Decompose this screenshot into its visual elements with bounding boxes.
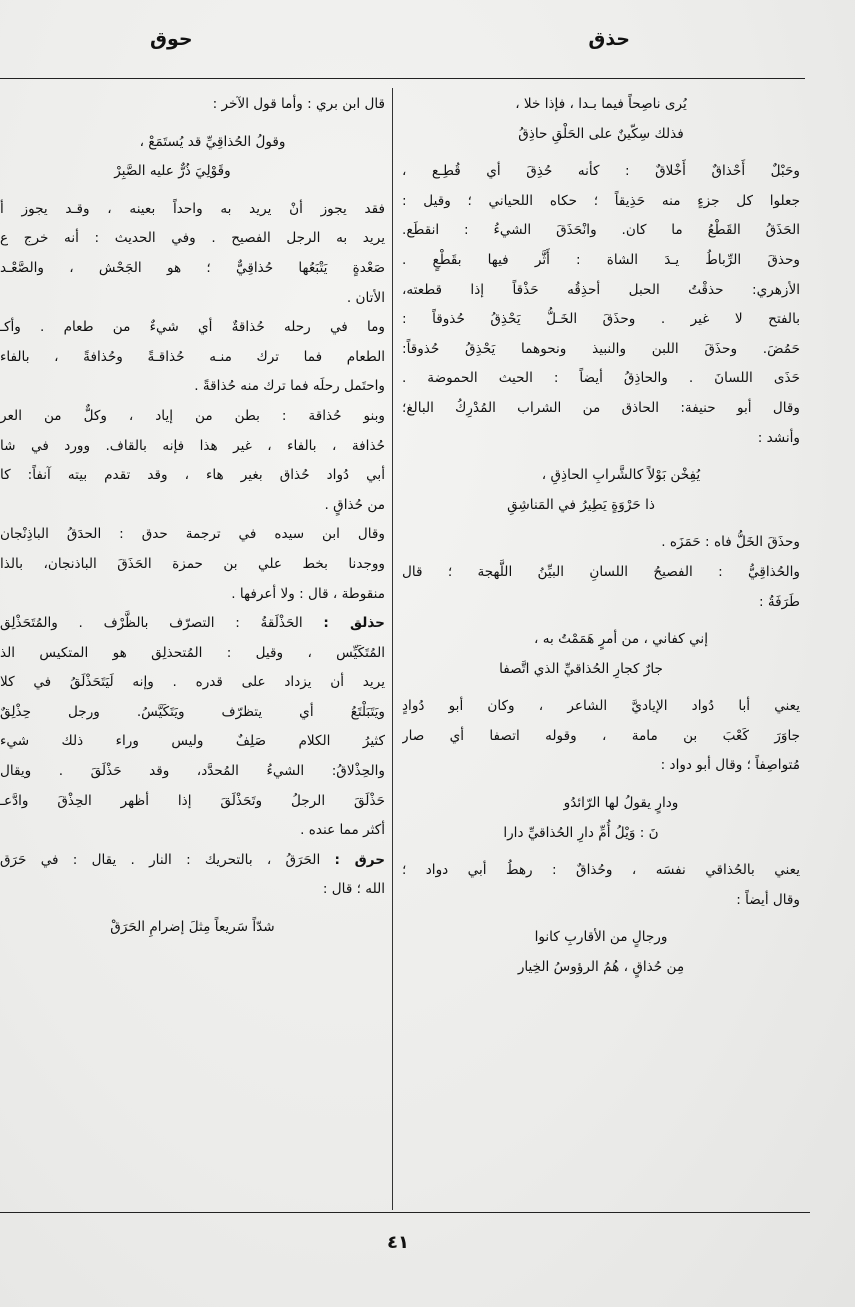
line-text: ويَتَبَلْتَعُ أي يتظرّف ويَتَكَيَّسُ. ورجل حِذْلِقٌ xyxy=(0,703,385,720)
line-text: ورجالٍ من الأقاربِ كانوا xyxy=(534,929,668,946)
spacer xyxy=(402,781,800,789)
line-text: يُفِخْن بَوْلاً كالشَّرابِ الحاذِقِ ، xyxy=(541,467,701,484)
line-text: وحذَقَ الخَلُّ فاه : حَمَزَه . xyxy=(661,534,800,551)
line-text: وبنو حُذاقة : بطن من إياد ، وكلٌّ من العر xyxy=(0,407,385,424)
line-text: الله ؛ قال : xyxy=(322,881,385,898)
line-text: فذلك سِكّينٌ على الحَلْقِ حاذِقُ xyxy=(518,125,684,142)
line-text: قال ابن بري : وأما قول الآخر : xyxy=(212,96,385,112)
line-text: حَذَى اللسانَ . والحاذِقُ أيضاً : الحيث الحموضة . xyxy=(402,370,800,387)
line-text: وقال أبو حنيفة: الحاذق من الشراب المُدْرِكُ البالغ؛ xyxy=(402,399,800,416)
column-divider xyxy=(392,88,393,1210)
spacer xyxy=(0,905,385,913)
verse-line xyxy=(0,128,385,158)
line-text: وقولُ الحُذاقِيِّ قد يُستَمَعْ ، xyxy=(139,133,286,150)
text-line xyxy=(0,757,385,787)
line-text: والحُذاقِيُّ : الفصيحُ اللسانِ البيِّنُ اللَّهجة ؛ قال xyxy=(402,563,800,580)
spacer xyxy=(402,520,800,528)
spacer xyxy=(402,617,800,625)
text-line xyxy=(0,875,385,905)
text-line xyxy=(0,491,385,521)
text-line xyxy=(0,639,385,669)
text-line xyxy=(0,432,385,462)
verse-line xyxy=(402,819,800,849)
line-text: من حُذاقٍ . xyxy=(324,496,385,513)
text-line xyxy=(0,372,385,402)
text-line xyxy=(402,276,800,306)
line-text: الأزهري: حذقْتُ الحبل أحذِقُه حَذْقاً إذا قطعته، xyxy=(402,281,800,298)
spacer xyxy=(0,120,385,128)
text-line xyxy=(0,580,385,610)
text-line xyxy=(0,846,385,876)
text-line xyxy=(0,550,385,580)
text-line xyxy=(0,787,385,817)
line-text: وحَبْلٌ أَحْذاقٌ أَخْلاقٌ : كأنه حُذِقَ أي قُطِـع ، xyxy=(402,163,800,180)
spacer xyxy=(402,848,800,856)
entry-headword: حرق : xyxy=(334,851,385,868)
verse-line xyxy=(402,655,800,685)
line-text: جارٌ كجارِ الحُذاقيِّ الذي اتَّصفا xyxy=(499,660,663,677)
text-line xyxy=(402,886,800,916)
verse-line xyxy=(402,461,800,491)
text-line xyxy=(402,558,800,588)
text-line xyxy=(0,90,385,120)
line-text: وقال أيضاً : xyxy=(736,891,800,908)
text-line xyxy=(0,698,385,728)
right-column xyxy=(402,90,800,1205)
text-line xyxy=(402,246,800,276)
line-text: مُتواصِفاً ؛ وقال أبو دواد : xyxy=(660,757,800,774)
line-text: يريد به الرجل الفصيح . وفي الحديث : أنه خرج ع xyxy=(0,230,385,247)
text-line xyxy=(0,668,385,698)
page-number: ٤١ xyxy=(387,1232,409,1253)
line-text: والحِذْلاقُ: الشيءُ المُحدَّد، وقد حَذْلَقَ . ويقال xyxy=(0,763,385,780)
line-text: المُتَكَيِّس ، وقيل : المُتحذلِق هو المتكيس الذ xyxy=(0,644,385,661)
line-text: واحتَمل رحلَه فما ترك منه حُذاقةً . xyxy=(194,378,385,395)
verse-line xyxy=(402,120,800,150)
spacer xyxy=(402,149,800,157)
text-line xyxy=(0,727,385,757)
line-text: وقَوْلِيَ ذُرٌّ عليه الصَّبِرْ xyxy=(114,163,231,180)
text-line xyxy=(0,284,385,314)
verse-line xyxy=(0,157,385,187)
text-line xyxy=(0,313,385,343)
line-text: فقد يجوز أنْ يريد به واحداً بعينه ، وقـد يجوز أ xyxy=(0,200,385,217)
line-text: حَمُضَ. وحذَقَ اللبن والنبيذ ونحوهما يَحْذِقُ حُذوقاً: xyxy=(402,340,800,357)
line-text: الطعام فما ترك منـه حُذاقـةً وحُذافةً ، بالفاء xyxy=(0,348,385,365)
spacer xyxy=(402,915,800,923)
text-line xyxy=(0,343,385,373)
text-line xyxy=(0,224,385,254)
line-text: ووجدنا بخط علي بن حمزة الحَذَقَ الباذنجان، بالذا xyxy=(0,555,385,572)
header-guide-word-left: حوق xyxy=(150,28,193,50)
page-header xyxy=(0,22,855,72)
text-line xyxy=(402,692,800,722)
text-line xyxy=(402,424,800,454)
line-text: شدّاً سَريعاً مِثلَ إضرامِ الحَرَقْ xyxy=(110,919,275,936)
left-column xyxy=(0,90,385,1205)
line-text: الأتان . xyxy=(346,289,385,306)
verse-line xyxy=(402,789,800,819)
text-line xyxy=(402,187,800,217)
line-text: بالفتح لا غير . وحذَقَ الخَـلُّ يَحْذِقُ حُذوقاً : xyxy=(402,311,800,328)
verse-line xyxy=(402,923,800,953)
text-line xyxy=(0,461,385,491)
line-text: مِن حُذاقٍ ، هُمُ الرؤوسُ الخِيار xyxy=(517,959,685,976)
line-text: يعني بالحُذاقي نفسَه ، وحُذاقٌ : رهطُ أبي دواد ؛ xyxy=(402,862,800,879)
spacer xyxy=(402,453,800,461)
verse-line xyxy=(402,90,800,120)
text-line xyxy=(402,394,800,424)
line-text: نَ : وَيْلُ أُمِّ دارِ الحُذاقيِّ دارا xyxy=(503,824,659,841)
line-text: وما في رحله حُذاقةٌ أي شيءٌ من طعام . وأكـ xyxy=(0,319,385,336)
text-line xyxy=(0,609,385,639)
line-text: الحَذْلَقةُ : التصرّف بالظَّرْف . والمُتَحَذْلِق xyxy=(0,615,324,632)
verse-line xyxy=(402,625,800,655)
spacer xyxy=(0,187,385,195)
text-line xyxy=(402,157,800,187)
verse-line xyxy=(402,491,800,521)
text-line xyxy=(402,722,800,752)
entry-headword: حذلق : xyxy=(323,615,385,632)
line-text: ذا حَرْوَةٍ يَطِيرُ في المَناشِقِ xyxy=(507,496,655,513)
line-text: صَعْدةٍ يَتْبَعُها حُذاقِيٌّ ؛ هو الجَحْش ، والصَّعْـد xyxy=(0,259,385,276)
header-rule xyxy=(0,78,805,79)
text-line xyxy=(0,402,385,432)
line-text: الحَذَقُ القَطْعُ ما كان. وانْحَذَقَ الشيءُ : انقطَع. xyxy=(402,222,800,239)
line-text: يُرى ناصِحاً فيما بـدا ، فإذا خلا ، xyxy=(515,96,687,112)
line-text: يعني أبا دُواد الإياديَّ الشاعر ، وكان أبو دُوادٍ xyxy=(402,698,800,715)
footer-rule xyxy=(0,1212,810,1213)
line-text: أبي دُواد حُذاق بغير هاء ، وقد تقدم بيته آنفاً: كا xyxy=(0,467,385,484)
text-line xyxy=(0,520,385,550)
line-text: كثيرُ الكلام صَلِفٌ وليس وراء ذلك شيء xyxy=(0,733,385,750)
text-line xyxy=(402,305,800,335)
line-text: حُذافة ، بالفاء ، غير هذا فإنه بالقاف. وورد في شا xyxy=(0,437,385,454)
line-text: أكثر مما عنده . xyxy=(300,822,385,839)
line-text: جعلوا كل جزءٍ منه حَذِيقاً ؛ حكاه اللحياني ؛ وقيل : xyxy=(402,192,800,209)
line-text: حَذْلَقَ الرجلُ وتَحَذْلَقَ إذا أظهر الحِذْقَ وادَّعـ xyxy=(0,792,385,809)
verse-line xyxy=(0,913,385,943)
text-line xyxy=(0,195,385,225)
text-line xyxy=(402,588,800,618)
text-line xyxy=(0,816,385,846)
text-line xyxy=(402,856,800,886)
text-line xyxy=(402,335,800,365)
verse-line xyxy=(402,953,800,983)
line-text: ودارٍ يقولُ لها الرّائدُو xyxy=(563,795,679,812)
text-line xyxy=(402,364,800,394)
line-text: إني كفاني ، من أمرٍ هَمَمْتُ به ، xyxy=(533,631,708,648)
line-text: الحَرَقُ ، بالتحريك : النار . يقال : في حَرَق xyxy=(0,851,335,868)
text-line xyxy=(402,528,800,558)
line-text: طَرَفَةُ : xyxy=(758,593,800,610)
line-text: جاوَرَ كَعْبَ بن مامة ، وقوله اتصفا أي صار xyxy=(402,727,800,744)
text-line xyxy=(0,254,385,284)
line-text: وقال ابن سيده في ترجمة حدق : الحدَقُ الباذِنْجان xyxy=(0,526,385,543)
text-line xyxy=(402,751,800,781)
line-text: يريد أن يزداد على قدره . وإنه لَيَتَحَذْلَقُ في كلا xyxy=(0,674,385,691)
text-line xyxy=(402,216,800,246)
line-text: وأنشد : xyxy=(757,429,800,446)
line-text: منقوطة ، قال : ولا أعرفها . xyxy=(231,585,385,602)
spacer xyxy=(402,684,800,692)
line-text: وحذقَ الرِّباطُ يـدَ الشاة : أَثَّر فيها بقَطْعٍ . xyxy=(402,251,800,268)
header-guide-word-right: حذق xyxy=(588,28,630,50)
